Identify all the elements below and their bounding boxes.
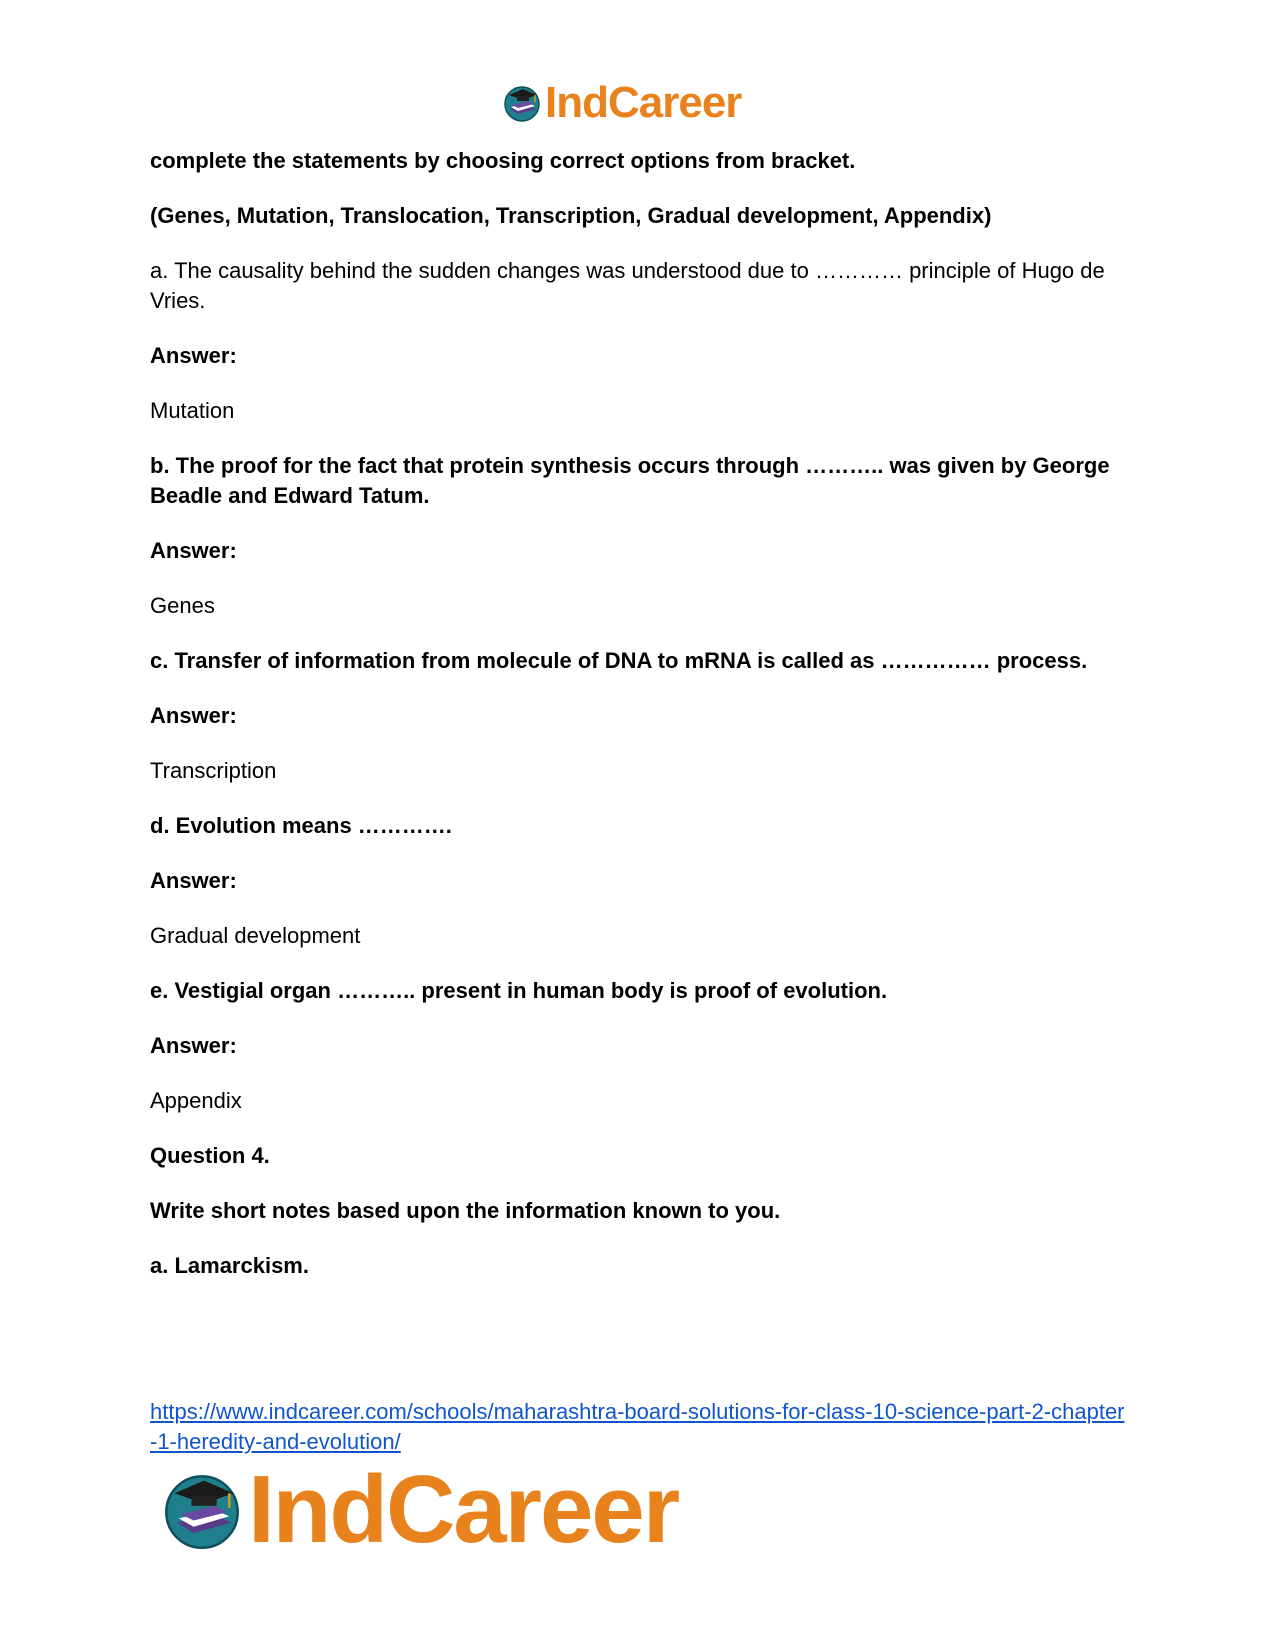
question-4-instruction: Write short notes based upon the information known to you. <box>150 1198 781 1223</box>
question-4-a: a. Lamarckism. <box>150 1253 309 1278</box>
source-url-link[interactable]: https://www.indcareer.com/schools/maharashtra-board-solutions-for-class-10-science-part-2-chapter-1-heredity-and-evolution/ <box>150 1399 1125 1454</box>
question-b: b. The proof for the fact that protein synthesis occurs through ……….. was given by George Beadle and Edward Tatum. <box>150 453 1110 508</box>
graduation-book-globe-icon <box>160 1468 244 1552</box>
instruction-text: complete the statements by choosing correct options from bracket. <box>150 148 856 173</box>
question-a: a. The causality behind the sudden changes was understood due to ………… principle of Hugo de Vries. <box>150 258 1105 313</box>
options-list: (Genes, Mutation, Translocation, Transcription, Gradual development, Appendix) <box>150 203 992 228</box>
question-c: c. Transfer of information from molecule of DNA to mRNA is called as …………… process. <box>150 648 1088 673</box>
header-logo <box>502 78 741 128</box>
logo-text: IndCareer <box>248 1456 679 1563</box>
answer-label-e: Answer: <box>150 1033 237 1058</box>
answer-label-c: Answer: <box>150 703 237 728</box>
answer-label-b: Answer: <box>150 538 237 563</box>
question-4-heading: Question 4. <box>150 1143 270 1168</box>
answer-c: Transcription <box>150 758 277 783</box>
question-e: e. Vestigial organ ……….. present in human body is proof of evolution. <box>150 978 888 1003</box>
answer-label-a: Answer: <box>150 343 237 368</box>
answer-a: Mutation <box>150 398 235 423</box>
answer-b: Genes <box>150 593 215 618</box>
graduation-book-globe-icon <box>502 83 542 123</box>
document-body <box>150 146 1125 1306</box>
answer-e: Appendix <box>150 1088 242 1113</box>
answer-label-d: Answer: <box>150 868 237 893</box>
footer-logo <box>160 1456 679 1563</box>
logo-text: IndCareer <box>545 78 742 127</box>
answer-d: Gradual development <box>150 923 361 948</box>
question-d: d. Evolution means …………. <box>150 813 452 838</box>
